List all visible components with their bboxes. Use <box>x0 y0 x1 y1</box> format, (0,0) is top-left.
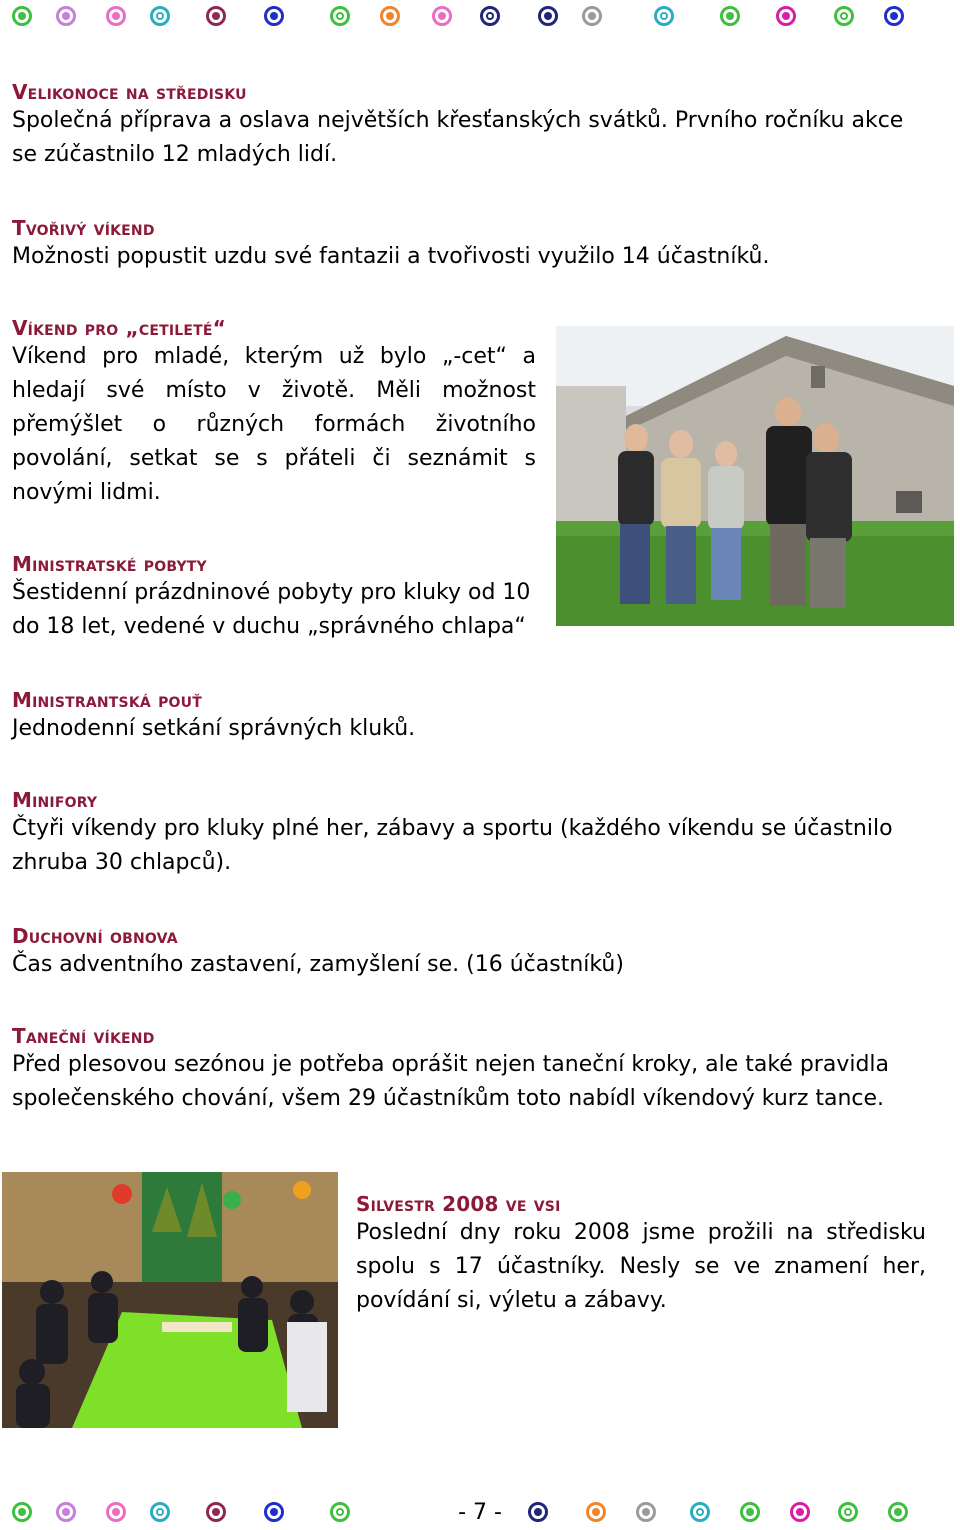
section-heading: Velikonoce na středisku <box>12 80 247 104</box>
section-line: společenského chování, všem 29 účastníkům toto nabídl víkendový kurz tance. <box>12 1086 885 1111</box>
photo-illustration <box>2 1172 338 1428</box>
ring-dot-icon <box>538 6 558 26</box>
section-ministrantska-pout <box>12 688 932 746</box>
section-paragraph: Víkend pro mladé, kterým už bylo „-cet“ a hledají své místo v životě. Měli možnost přemýšlet o různých formách životního povolání, setkat se s přáteli či seznámit s novými lidmi. <box>12 344 536 505</box>
ring-dot-icon <box>776 6 796 26</box>
section-line: Čas adventního zastavení, zamyšlení se. (16 účastníků) <box>12 952 624 977</box>
section-heading: Tvořivý víkend <box>12 216 155 240</box>
section-heading: Ministrantská pouť <box>12 688 202 712</box>
photo-group-outdoors <box>556 326 954 626</box>
section-heading: Silvestr 2008 ve vsi <box>356 1192 561 1216</box>
section-tvorivy-vikend <box>12 216 932 274</box>
section-heading: Minifory <box>12 788 98 812</box>
ring-dot-icon <box>432 6 452 26</box>
ring-dot-icon <box>654 6 674 26</box>
ring-dot-icon <box>106 6 126 26</box>
section-line: do 18 let, vedené v duchu „správného chlapa“ <box>12 614 526 639</box>
section-velikonoce <box>12 80 932 172</box>
section-duchovni-obnova <box>12 924 932 982</box>
section-paragraph: Poslední dny roku 2008 jsme prožili na středisku spolu s 17 účastníky. Nesly se ve znamení her, povídání si, výletu a zábavy. <box>356 1220 926 1313</box>
section-heading: Ministratské pobyty <box>12 552 207 576</box>
section-line: Společná příprava a oslava největších křesťanských svátků. Prvního ročníku akce <box>12 108 904 133</box>
ring-dot-icon <box>330 6 350 26</box>
section-heading: Taneční víkend <box>12 1024 155 1048</box>
ring-dot-icon <box>884 6 904 26</box>
section-line: Čtyři víkendy pro kluky plné her, zábavy a sportu (každého víkendu se účastnilo <box>12 816 893 841</box>
ring-dot-icon <box>56 6 76 26</box>
section-silvestr <box>356 1192 926 1318</box>
ring-dot-icon <box>834 6 854 26</box>
ring-dot-icon <box>264 6 284 26</box>
section-line: Šestidenní prázdninové pobyty pro kluky od 10 <box>12 580 531 605</box>
ring-dot-icon <box>480 6 500 26</box>
ring-dot-icon <box>582 6 602 26</box>
section-heading: Víkend pro „cetileté“ <box>12 316 226 340</box>
photo-illustration <box>556 326 954 626</box>
section-vikend-cetilete <box>12 316 536 510</box>
section-line: zhruba 30 chlapců). <box>12 850 232 875</box>
section-tanecni-vikend <box>12 1024 942 1116</box>
photo-indoor-party <box>2 1172 338 1428</box>
top-dot-border <box>0 2 960 34</box>
ring-dot-icon <box>206 6 226 26</box>
section-line: Jednodenní setkání správných kluků. <box>12 716 416 741</box>
section-minifory <box>12 788 942 880</box>
section-heading: Duchovní obnova <box>12 924 178 948</box>
page-number: - 7 - <box>458 1500 502 1525</box>
section-ministratske-pobyty <box>12 552 552 644</box>
ring-dot-icon <box>380 6 400 26</box>
ring-dot-icon <box>720 6 740 26</box>
section-line: Před plesovou sezónou je potřeba oprášit nejen taneční kroky, ale také pravidla <box>12 1052 890 1077</box>
ring-dot-icon <box>150 6 170 26</box>
ring-dot-icon <box>12 6 32 26</box>
section-line: se zúčastnilo 12 mladých lidí. <box>12 142 338 167</box>
section-line: Možnosti popustit uzdu své fantazii a tvořivosti využilo 14 účastníků. <box>12 244 770 269</box>
